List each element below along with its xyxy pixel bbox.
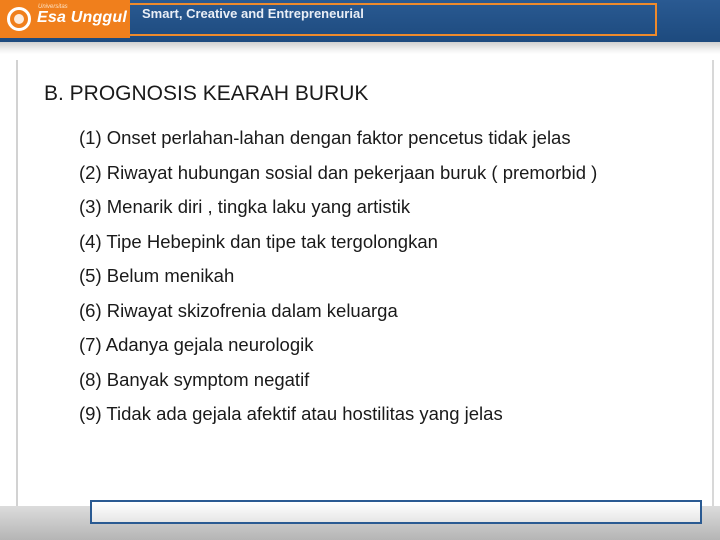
- left-divider: [16, 60, 18, 518]
- list-item: (8) Banyak symptom negatif: [79, 368, 310, 390]
- list-item: (7) Adanya gejala neurologik: [79, 334, 314, 355]
- right-divider: [712, 60, 714, 518]
- list-item: (2) Riwayat hubungan sosial dan pekerjaan buruk ( premorbid ): [79, 161, 598, 183]
- list-item: (5) Belum menikah: [79, 265, 235, 286]
- list-item: (3) Menarik diri , tingka laku yang artistik: [79, 196, 411, 217]
- list-item: (6) Riwayat skizofrenia dalam keluarga: [79, 299, 398, 321]
- list-item: (4) Tipe Hebepink dan tipe tak tergolongkan: [79, 230, 438, 252]
- logo-emblem-icon: [7, 7, 31, 31]
- list-item: (1) Onset perlahan-lahan dengan faktor pencetus tidak jelas: [79, 127, 571, 148]
- list-item: (9) Tidak ada gejala afektif atau hostilitas yang jelas: [79, 403, 503, 424]
- header-shadow: [0, 42, 720, 54]
- prognosis-list: [79, 127, 689, 438]
- university-logo: [0, 0, 130, 38]
- header-tagline: Smart, Creative and Entrepreneurial: [142, 6, 364, 21]
- logo-subtext: Universitas: [38, 4, 68, 10]
- logo-text: Esa Unggul: [37, 9, 128, 26]
- footer-frame: [90, 500, 702, 524]
- slide-title: B. PROGNOSIS KEARAH BURUK: [44, 82, 369, 105]
